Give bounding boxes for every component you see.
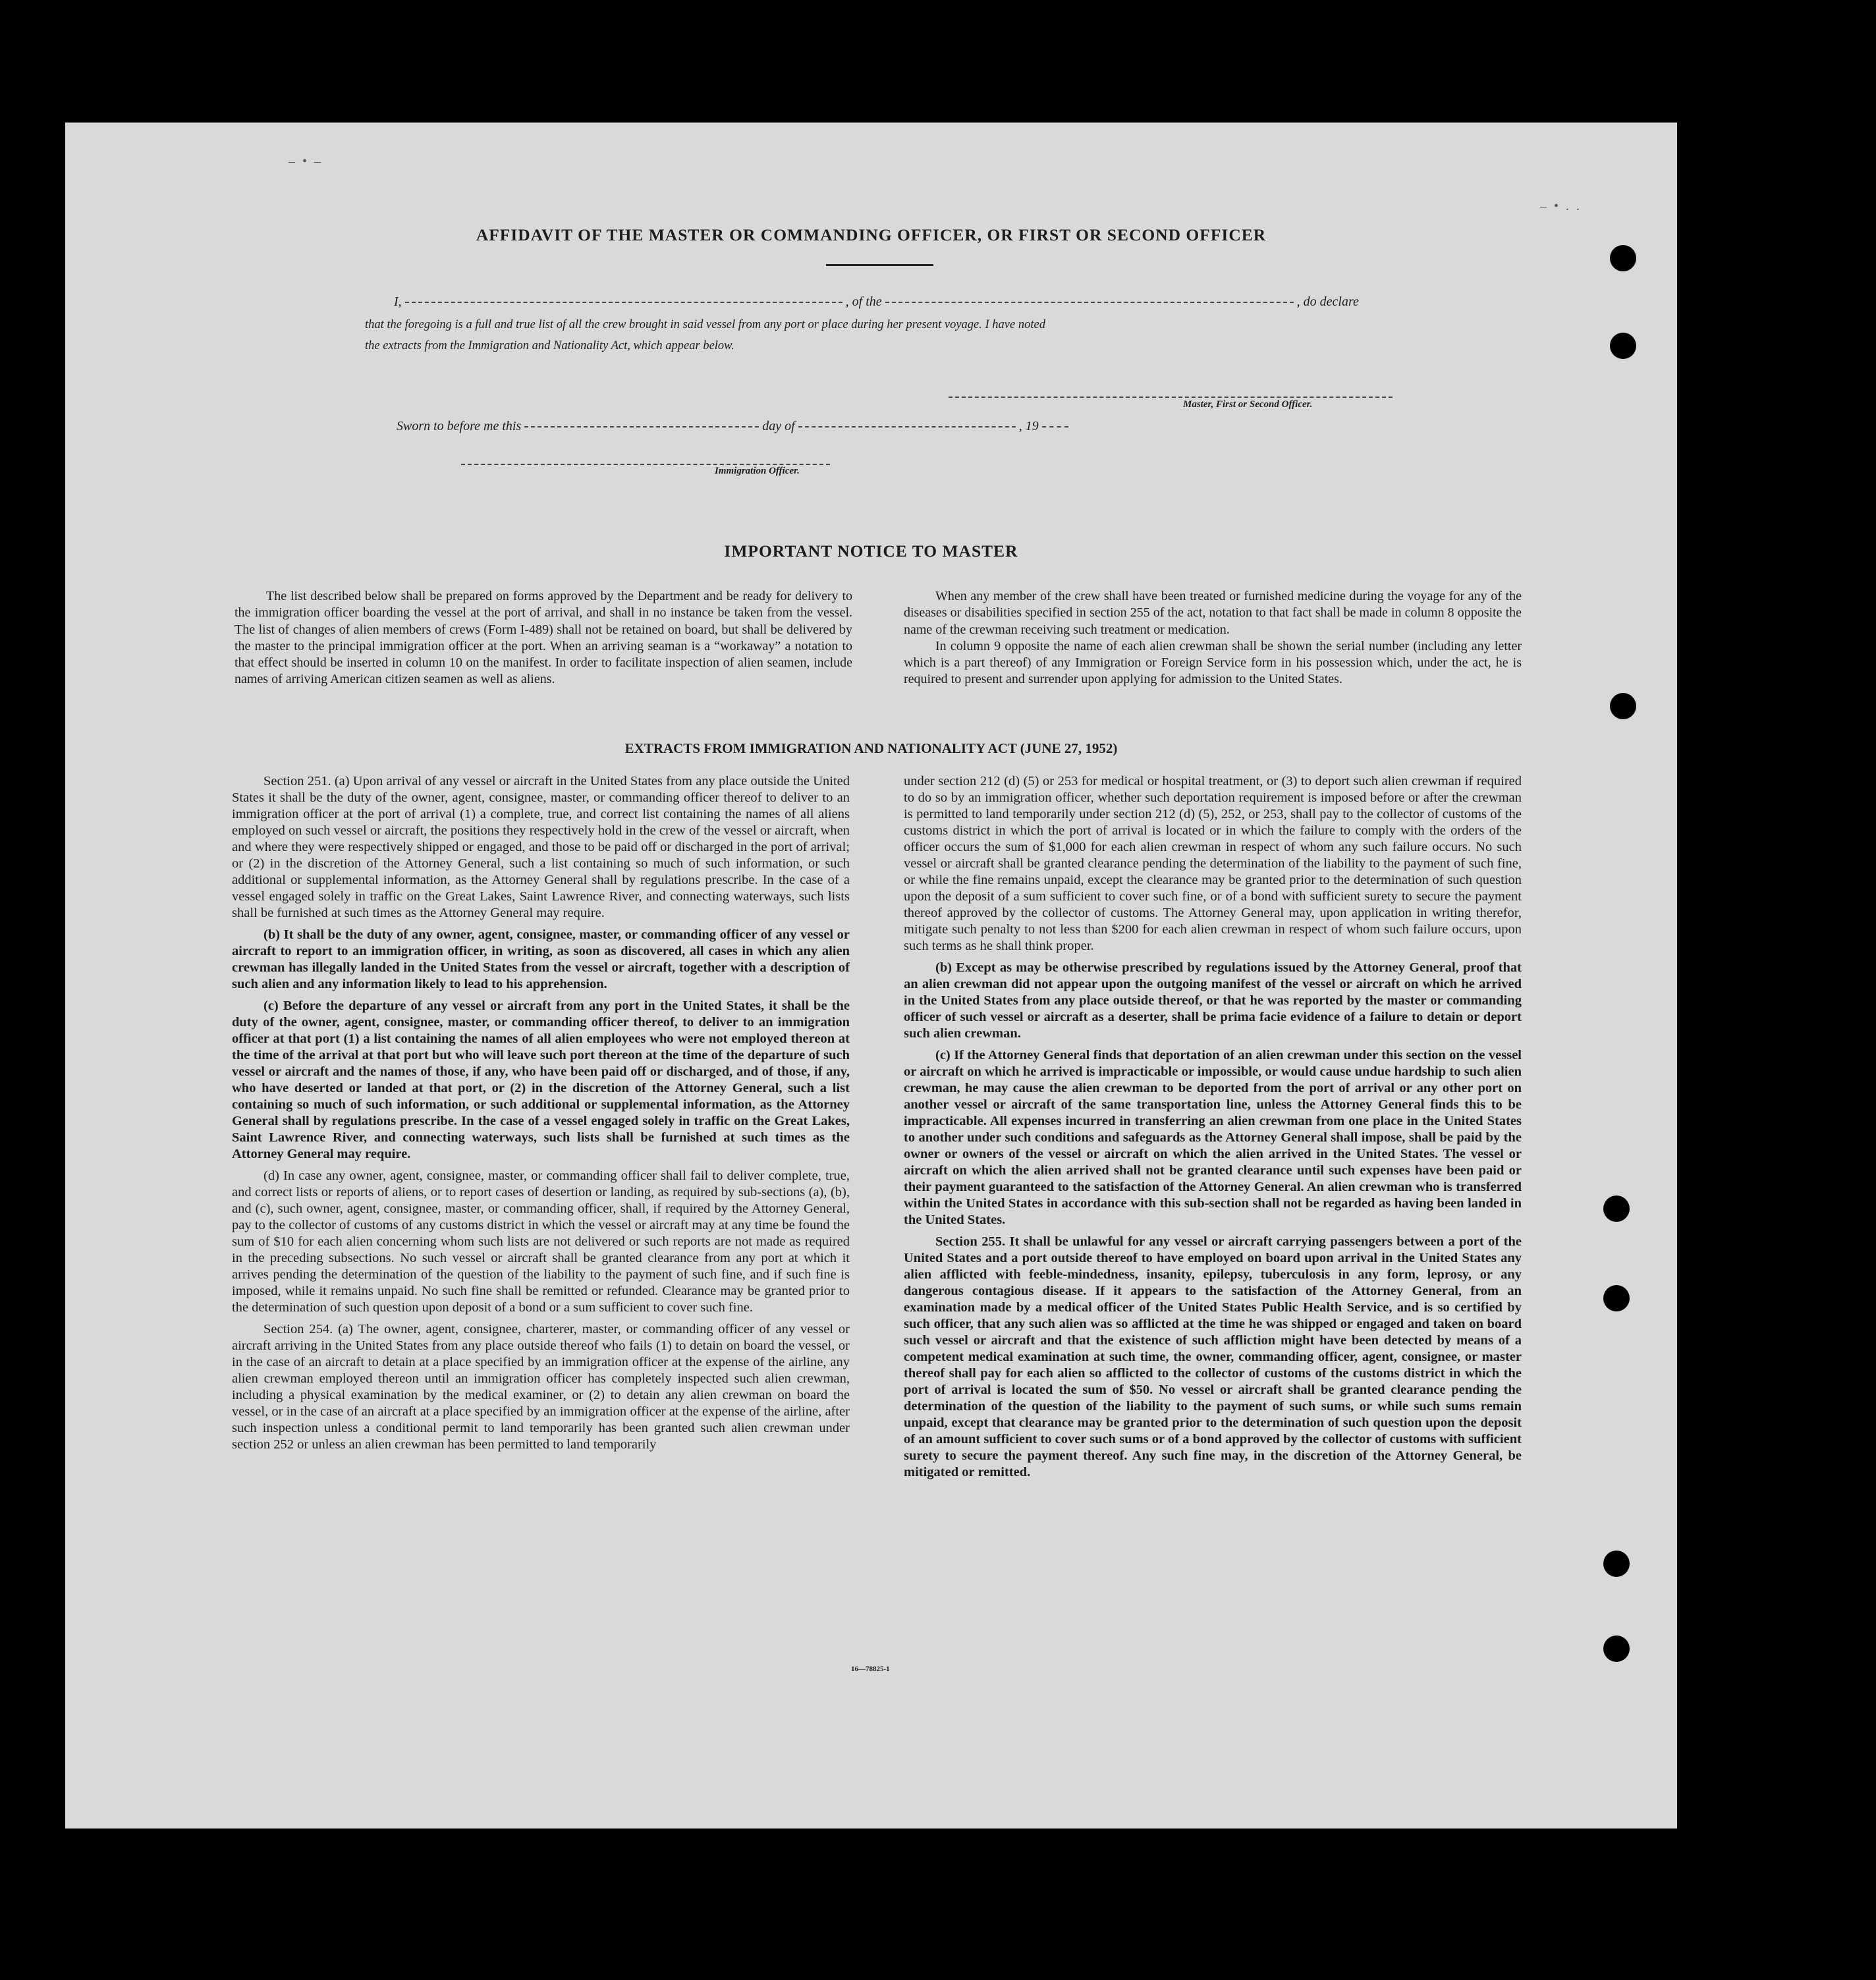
notice-right-column: [904, 588, 1522, 688]
declaration-line-1: [394, 294, 1359, 310]
form-code: 16—78825-1: [851, 1665, 890, 1673]
notice-left-column: [234, 588, 852, 688]
master-name-field[interactable]: [405, 302, 842, 303]
section-251-b: (b) It shall be the duty of any owner, agent, consignee, master, or commanding officer of any vessel or aircraft to report to an immigration officer, in writing, as soon as discovered, all cases in which any alien crewman has illegally landed in the United States from the vessel or aircraft, together with a description of such alien and any information likely to lead to his apprehension.: [232, 927, 850, 991]
notice-heading: IMPORTANT NOTICE TO MASTER: [724, 541, 1018, 561]
extracts-left-column: [232, 773, 850, 1458]
declare-do-declare: , do declare: [1296, 294, 1359, 309]
binder-hole: [1603, 1636, 1630, 1662]
section-251-d: (d) In case any owner, agent, consignee, master, or commanding officer shall fail to deliver complete, true, and correct lists or reports of aliens, or to report cases of desertion or landing, as required by sub-sections (a), (b), and (c), such owner, agent, consignee, master, or commanding officer, shall, if required by the Attorney General, pay to the collector of customs of any customs district in which the vessel or aircraft may at any time be found the sum of $10 for each alien concerning whom such lists are not delivered or such reports are not made as required in the preceding subsections. No such vessel or aircraft shall be granted clearance from any port at which it arrives pending the determination of the question of the liability to the payment of such fine, and if such fine is imposed, while it remains unpaid. No such fine shall be remitted or refunded. Clearance may be granted prior to the determination of such question upon deposit of a bond or a sum sufficient to cover such fine.: [232, 1169, 850, 1315]
declaration-line-2: that the foregoing is a full and true list of all the crew brought in said vessel from any port or place during her present voyage. I have noted: [365, 318, 1045, 331]
section-251-a: Section 251. (a) Upon arrival of any vessel or aircraft in the United States from any place outside the United States it shall be the duty of the owner, agent, consignee, master, or commanding officer thereof to deliver to an immigration officer at the port of arrival (1) a complete, true, and correct list containing the names of all aliens employed on such vessel or aircraft, the positions they respectively hold in the crew of the vessel or aircraft, when and where they were respectively shipped or engaged, and those to be paid off or discharged in the port of arrival; or (2) in the discretion of the Attorney General, such a list containing so much of such information, or such additional or supplemental information, as the Attorney General shall by regulations prescribe. In the case of a vessel engaged solely in traffic on the Great Lakes, Saint Lawrence River, and connecting waterways, such lists shall be furnished at such times as the Attorney General may require.: [232, 774, 850, 920]
master-signature-line[interactable]: [949, 397, 1393, 398]
scan-marks-right: – • . .: [1540, 199, 1582, 213]
sworn-month-field[interactable]: [798, 426, 1016, 427]
declare-of-the: , of the: [845, 294, 882, 309]
vessel-name-field[interactable]: [885, 302, 1294, 303]
declaration-line-3: the extracts from the Immigration and Nationality Act, which appear below.: [365, 339, 734, 352]
sworn-line: [397, 419, 1068, 434]
extracts-heading: EXTRACTS FROM IMMIGRATION AND NATIONALITY ACT (JUNE 27, 1952): [624, 740, 1118, 756]
section-251-c: (c) Before the departure of any vessel or aircraft from any port in the United States, it shall be the duty of the owner, agent, consignee, master, or commanding officer thereof, to deliver to an immigration officer at that port (1) a list containing the names of all alien employees who were not employed thereon at the time of the arrival at that port but who will leave such port thereon at the time of the departure of such vessel or aircraft and the names of those, if any, who have been paid off or discharged, and of those, if any, who have deserted or landed at that port, or (2) in the discretion of the Attorney General, such a list containing so much of such information, or such additional or supplemental information, as the Attorney General shall by regulations prescribe. In the case of a vessel engaged solely in traffic on the Great Lakes, Saint Lawrence River, and connecting waterways, such lists shall be furnished at such times as the Attorney General may require.: [232, 999, 850, 1161]
heading-rule: [826, 264, 933, 266]
declare-i: I,: [394, 294, 402, 309]
binder-hole: [1603, 1196, 1630, 1222]
day-of-label: day of: [762, 419, 795, 433]
extracts-right-column: [904, 773, 1522, 1486]
section-254-a: Section 254. (a) The owner, agent, consignee, charterer, master, or commanding officer of any vessel or aircraft arriving in the United States from any place outside thereof who fails (1) to detain on board the vessel, or in the case of an aircraft to detain at a place specified by an immigration officer at the expense of the airline, any alien crewman employed thereon until an immigration officer has completely inspected such alien crewman, including a physical examination by the medical examiner, or (2) to detain any alien crewman on board the vessel, or in the case of an aircraft at a place specified by an immigration officer at the expense of the airline, after such inspection unless a conditional permit to land temporarily has been granted such alien crewman under section 252 or unless an alien crewman has been permitted to land temporarily: [232, 1322, 850, 1452]
sworn-day-field[interactable]: [524, 426, 759, 427]
binder-hole: [1603, 1285, 1630, 1311]
section-254-c: (c) If the Attorney General finds that deportation of an alien crewman under this section on the vessel or aircraft on which he arrived is impracticable or impossible, or would cause undue hardship to such alien crewman, he may cause the alien crewman to be deported from the port of arrival or any other port on another vessel or aircraft of the same transportation line, unless the Attorney General finds this to be impracticable. All expenses incurred in transferring an alien crewman from one place in the United States to another under such conditions and safeguards as the Attorney General shall impose, shall be paid by the owner or owners of the vessel or aircraft on which the alien arrived in the United States. The vessel or aircraft on which the alien arrived shall not be granted clearance until such expenses have been paid or their payment guaranteed to the satisfaction of the Attorney General. An alien crewman who is transferred within the United States in accordance with this sub-section shall not be regarded as having been landed in the United States.: [904, 1048, 1522, 1227]
section-254-b: (b) Except as may be otherwise prescribed by regulations issued by the Attorney General, proof that an alien crewman did not appear upon the outgoing manifest of the vessel or aircraft on which he arrived in the United States from any place outside thereof, or that he was reported by the master or commanding officer of such vessel or aircraft as a deserter, shall be prima facie evidence of a failure to detain or deport such alien crewman.: [904, 960, 1522, 1041]
scan-marks-left: – • –: [289, 154, 323, 169]
binder-hole: [1610, 245, 1636, 271]
binder-hole: [1603, 1551, 1630, 1577]
notice-right-text-2: In column 9 opposite the name of each alien crewman shall be shown the serial number (including any letter which is a part thereof) of any Immigration or Foreign Service form in his possession which, under the act, he is required to present and surrender upon applying for admission to the United States.: [904, 638, 1522, 687]
notice-right-text-1: When any member of the crew shall have been treated or furnished medicine during the voyage for any of the diseases or disabilities specified in section 255 of the act, notation to that fact shall be made in column 8 opposite the name of the crewman receiving such treatment or medication.: [904, 589, 1522, 637]
sworn-label: Sworn to before me this: [397, 419, 522, 433]
master-caption: Master, First or Second Officer.: [1183, 399, 1313, 410]
year-label: , 19: [1018, 419, 1039, 433]
officer-caption: Immigration Officer.: [715, 466, 800, 476]
notice-left-text: The list described below shall be prepared on forms approved by the Department and be ready for delivery to the immigration officer boarding the vessel at the port of arrival, and shall in no instance be taken from the vessel. The list of changes of alien members of crews (Form I-489) shall not be retained on board, but shall be delivered by the master to the principal immigration officer at the port. When an arriving seaman is a “workaway” a notation to that effect should be inserted in column 10 on the manifest. In order to facilitate inspection of alien seamen, include names of arriving American citizen seamen as well as aliens.: [234, 589, 852, 687]
binder-hole: [1610, 693, 1636, 719]
affidavit-heading: AFFIDAVIT OF THE MASTER OR COMMANDING OFFICER, OR FIRST OR SECOND OFFICER: [476, 225, 1267, 244]
sworn-year-field[interactable]: [1042, 426, 1068, 427]
officer-signature-line[interactable]: [461, 464, 830, 465]
binder-hole: [1610, 333, 1636, 359]
section-254-a-cont: under section 212 (d) (5) or 253 for medical or hospital treatment, or (3) to deport such alien crewman if required to do so by an immigration officer, whether such deportation requirement is imposed before or after the crewman is permitted to land temporarily under section 212 (d) (5), 252, or 253, shall pay to the collector of customs of the customs district in which the port of arrival is located or in which the failure to comply with the orders of the officer occurs the sum of $1,000 for each alien crewman in respect of whom any such failure occurs. No such vessel or aircraft shall be granted clearance pending the determination of the liability to the payment of such fine, or while the fine remains unpaid, except the clearance may be granted prior to the determination of such question upon the deposit of a sum sufficient to cover such fine, or of a bond with sufficient surety to secure the payment thereof approved by the collector of customs. The Attorney General may, upon application in writing therefor, mitigate such penalty to not less than $200 for each alien crewman in respect of whom such failure occurs, upon such terms as he shall think proper.: [904, 774, 1522, 953]
section-255: Section 255. It shall be unlawful for any vessel or aircraft carrying passengers between a port of the United States and a port outside thereof to have employed on board upon arrival in the United States any alien afflicted with feeble-mindedness, insanity, epilepsy, tuberculosis in any form, leprosy, or any dangerous contagious disease. If it appears to the satisfaction of the Attorney General, from an examination made by a medical officer of the United States Public Health Service, and is so certified by such officer, that any such alien was so afflicted at the time he was shipped or engaged and taken on board such vessel or aircraft and that the existence of such affliction might have been detected by means of a competent medical examination at such time, the owner, commanding officer, agent, consignee, or master thereof shall pay for each alien so afflicted to the collector of customs of the customs district in which the port of arrival is located the sum of $50. No vessel or aircraft shall be granted clearance pending the determination of the question of the liability to the payment of such sums, or while such sums remain unpaid, except that clearance may be granted prior to the determination of such question upon the deposit of an amount sufficient to cover such sums or of a bond approved by the collector of customs with sufficient surety to secure the payment thereof. Any such fine may, in the discretion of the Attorney General, be mitigated or remitted.: [904, 1234, 1522, 1479]
